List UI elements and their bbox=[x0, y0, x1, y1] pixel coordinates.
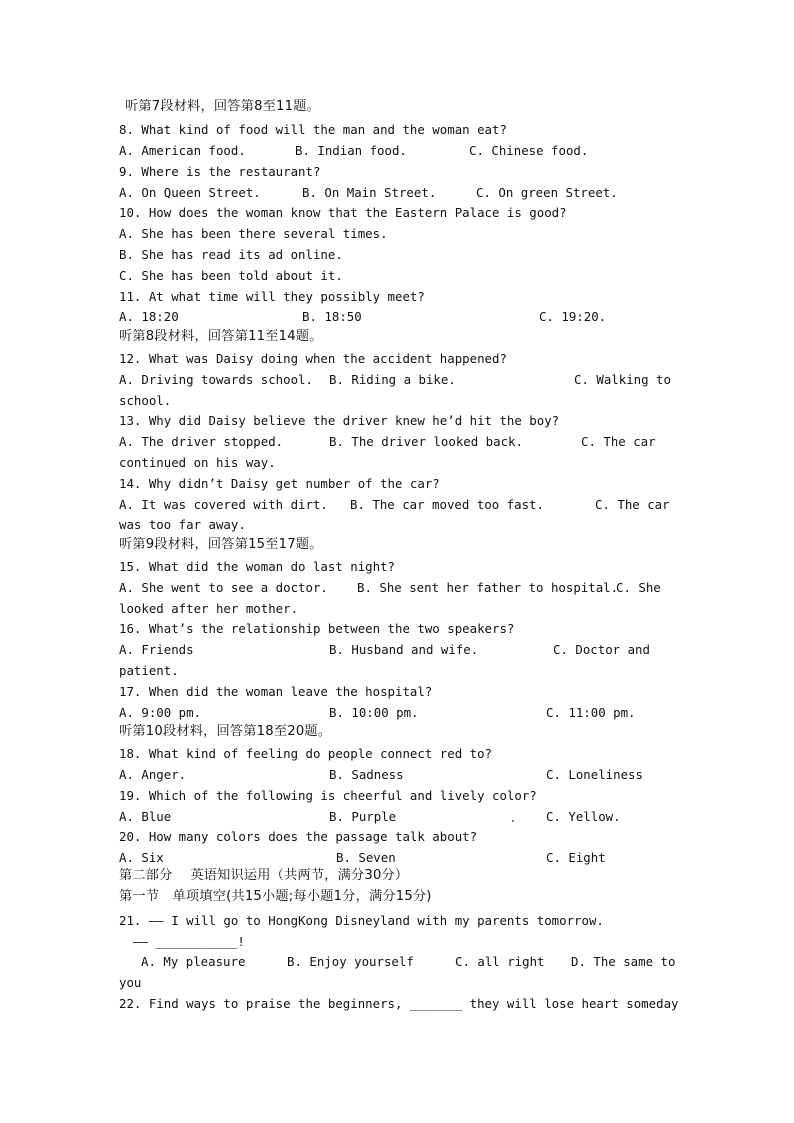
option-continued: patient. bbox=[119, 663, 179, 678]
question: 20. How many colors does the passage talk about? bbox=[119, 829, 478, 844]
option: C. all right bbox=[455, 954, 545, 969]
option: A. American food. bbox=[119, 143, 246, 158]
option: B. Riding a bike. bbox=[329, 372, 456, 387]
option-continued: continued on his way. bbox=[119, 455, 276, 470]
option: A. Friends bbox=[119, 642, 194, 657]
option: A. She has been there several times. bbox=[119, 226, 388, 241]
part-heading: 第二部分 英语知识运用（共两节，满分30分） bbox=[119, 868, 409, 883]
section-heading: 听第7段材料，回答第8至11题。 bbox=[125, 99, 321, 114]
option: C. Loneliness bbox=[546, 767, 643, 782]
option: C. 11:00 pm. bbox=[546, 705, 636, 720]
option-continued: you bbox=[119, 975, 142, 990]
option: C. She bbox=[616, 580, 661, 595]
question: 18. What kind of feeling do people connect red to? bbox=[119, 746, 492, 761]
question: 15. What did the woman do last night? bbox=[119, 559, 396, 574]
option: C. Chinese food. bbox=[469, 143, 589, 158]
option: A. On Queen Street. bbox=[119, 185, 261, 200]
option: A. 9:00 pm. bbox=[119, 705, 202, 720]
option: B. Purple bbox=[329, 809, 397, 824]
answer-blank: —— ___________! bbox=[133, 934, 245, 949]
option: A. My pleasure bbox=[141, 954, 246, 969]
option: B. Sadness bbox=[329, 767, 404, 782]
option-continued: school. bbox=[119, 393, 172, 408]
option: C. Yellow. bbox=[546, 809, 621, 824]
option: C. The car bbox=[581, 434, 656, 449]
option: B. She sent her father to hospital. bbox=[357, 580, 619, 595]
option-continued: was too far away. bbox=[119, 517, 246, 532]
question: 12. What was Daisy doing when the accident happened? bbox=[119, 351, 507, 366]
option: C. Doctor and bbox=[553, 642, 650, 657]
option: A. The driver stopped. bbox=[119, 434, 284, 449]
question: 11. At what time will they possibly meet? bbox=[119, 289, 425, 304]
question: 19. Which of the following is cheerful and lively color? bbox=[119, 788, 537, 803]
option-continued: looked after her mother. bbox=[119, 601, 299, 616]
option: C. 19:20. bbox=[539, 309, 607, 324]
option: C. On green Street. bbox=[476, 185, 618, 200]
question: 17. When did the woman leave the hospital? bbox=[119, 684, 433, 699]
option: C. Walking to bbox=[574, 372, 671, 387]
option: A. Blue bbox=[119, 809, 172, 824]
option: B. Husband and wife. bbox=[329, 642, 479, 657]
option: A. Six bbox=[119, 850, 164, 865]
option: B. 10:00 pm. bbox=[329, 705, 419, 720]
option: A. It was covered with dirt. bbox=[119, 497, 328, 512]
option: C. The car bbox=[595, 497, 670, 512]
question: 14. Why didn’t Daisy get number of the car? bbox=[119, 476, 440, 491]
option: B. She has read its ad online. bbox=[119, 247, 343, 262]
section-heading: 听第10段材料，回答第18至20题。 bbox=[119, 724, 332, 739]
question: 10. How does the woman know that the Eastern Palace is good? bbox=[119, 205, 567, 220]
question: 13. Why did Daisy believe the driver knew he’d hit the boy? bbox=[119, 413, 560, 428]
section-heading: 听第9段材料，回答第15至17题。 bbox=[119, 537, 323, 552]
question: 16. What’s the relationship between the two speakers? bbox=[119, 621, 515, 636]
option: A. Anger. bbox=[119, 767, 187, 782]
option: A. 18:20 bbox=[119, 309, 179, 324]
option: B. Seven bbox=[336, 850, 396, 865]
option: B. On Main Street. bbox=[302, 185, 437, 200]
question: 21. —— I will go to HongKong Disneyland with my parents tomorrow. bbox=[119, 913, 604, 928]
option: D. The same to bbox=[571, 954, 676, 969]
question: 8. What kind of food will the man and the woman eat? bbox=[119, 122, 507, 137]
option: A. Driving towards school. bbox=[119, 372, 313, 387]
option: C. Eight bbox=[546, 850, 606, 865]
option: B. The driver looked back. bbox=[329, 434, 523, 449]
section-heading: 听第8段材料，回答第11至14题。 bbox=[119, 329, 323, 344]
option: B. 18:50 bbox=[302, 309, 362, 324]
section-heading: 第一节 单项填空(共15小题;每小题1分，满分15分) bbox=[119, 889, 432, 904]
option: B. Indian food. bbox=[295, 143, 407, 158]
stray-mark bbox=[512, 820, 514, 822]
option: B. The car moved too fast. bbox=[350, 497, 544, 512]
question: 22. Find ways to praise the beginners, _______ they will lose heart someday bbox=[119, 996, 679, 1011]
option: C. She has been told about it. bbox=[119, 268, 343, 283]
option: A. She went to see a doctor. bbox=[119, 580, 328, 595]
option: B. Enjoy yourself bbox=[287, 954, 414, 969]
question: 9. Where is the restaurant? bbox=[119, 164, 321, 179]
